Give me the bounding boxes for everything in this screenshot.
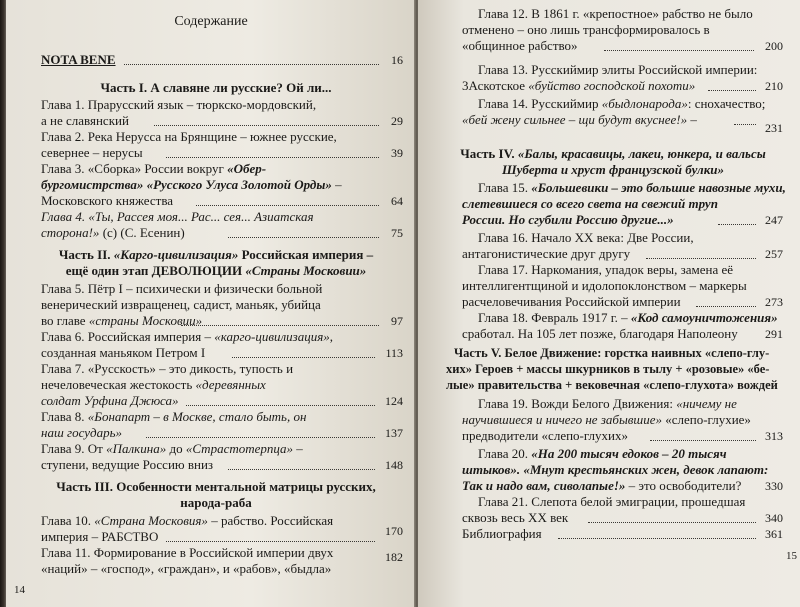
toc-text: Глава 15.: [478, 180, 532, 195]
toc-entry: [478, 180, 786, 195]
toc-text-emph: «карго-цивилизация»: [214, 329, 330, 344]
toc-text-emph: «На 200 тысяч едоков – 20 тысяч: [531, 446, 727, 461]
page-ref: 29: [391, 114, 403, 128]
page-ref: 247: [765, 213, 783, 227]
page-ref: 361: [765, 527, 783, 541]
page-ref: 330: [765, 479, 783, 493]
toc-text: : снохачество;: [687, 96, 766, 111]
toc-text-emph: «буйство господской похоти»: [528, 78, 696, 93]
page-ref: 39: [391, 146, 403, 160]
toc-text: Глава 3. «Сборка» России вокруг: [41, 161, 228, 176]
toc-text: Глава 19. Вожди Белого Движения:: [478, 396, 677, 411]
toc-text-emph: бургомистрства» «Русского Улуса Золотой Орды»: [41, 177, 332, 192]
part-heading-cont: [26, 263, 406, 278]
part-heading-cont: Шуберта и хруст французской булки»: [501, 162, 725, 177]
part-heading-emph: «Страны Московии»: [245, 263, 367, 278]
toc-entry-cont: [462, 412, 751, 427]
toc-entry: [41, 409, 306, 424]
toc-entry-cont: [41, 225, 185, 240]
page-ref: 75: [391, 226, 403, 240]
leader-dots: [196, 205, 379, 206]
leader-dots: [604, 50, 754, 51]
toc-text: Глава 9. От: [41, 441, 107, 456]
nota-bene-entry: NOTA BENE: [41, 52, 116, 67]
toc-text: Глава 18. Февраль 1917 г. –: [478, 310, 631, 325]
toc-text: Глава 8.: [41, 409, 88, 424]
toc-text: – это освободители?: [625, 478, 742, 493]
toc-text-emph: сторона!»: [41, 225, 100, 240]
toc-text: Глава 20.: [478, 446, 532, 461]
toc-entry: Глава 21. Слепота белой эмиграции, прошедшая: [478, 494, 746, 509]
toc-entry-cont: сквозь весь XX век: [462, 510, 569, 525]
toc-text-emph: «Бонапарт – в Москве, стало быть, он: [87, 409, 307, 424]
page-ref: 113: [385, 346, 403, 360]
toc-text-emph: «страны Московии»: [88, 313, 203, 328]
part-heading-text: ещё один этап ДЕВОЛЮЦИИ: [65, 263, 246, 278]
toc-text: –: [293, 441, 303, 456]
leader-dots: [166, 157, 379, 158]
toc-entry: Глава 16. Начало XX века: Две России,: [478, 230, 694, 245]
toc-entry-cont: предводители «слепо-глухих»: [462, 428, 628, 443]
toc-text-emph: штыков».: [462, 462, 521, 477]
leader-dots: [228, 469, 375, 470]
leader-dots: [650, 440, 756, 441]
toc-entry-cont: а не славянский: [41, 113, 129, 128]
leader-dots: [232, 357, 375, 358]
part-heading: [26, 247, 406, 262]
right-page: [418, 0, 800, 607]
toc-text-emph: «Страстотерпца»: [185, 441, 294, 456]
page-ref: 64: [391, 194, 403, 208]
toc-entry: Глава 12. В 1861 г. «крепостное» рабство не было: [478, 6, 753, 21]
toc-text: ,: [329, 329, 334, 344]
toc-text: 3Аскотское: [462, 78, 529, 93]
toc-entry-cont: венерический извращенец, садист, маньяк, убийца: [41, 297, 321, 312]
toc-text: до: [166, 441, 186, 456]
toc-entry-cont: солдат Урфина Джюса»: [41, 393, 179, 408]
toc-text-emph: «Страна Московия»: [94, 513, 208, 528]
toc-entry-cont: [41, 377, 266, 392]
toc-entry-cont: расчеловечивания Российской империи: [462, 294, 681, 309]
part-heading-emph: «Балы, красавицы, лакеи, юнкера, и вальсы: [517, 146, 766, 161]
leader-dots: [228, 237, 379, 238]
page-ref: 231: [765, 121, 783, 135]
leader-dots: [166, 541, 375, 542]
part-heading-cont: народа-раба: [180, 495, 252, 510]
leader-dots: [646, 258, 756, 259]
leader-dots: [696, 306, 756, 307]
toc-entry-cont: отменено – оно лишь трансформировалось в: [462, 22, 710, 37]
part-heading: Часть V. Белое Движение: горстка наивных «слепо-глу-: [454, 346, 770, 360]
toc-text-emph: Так и надо вам, сиволапые!»: [462, 478, 626, 493]
page-ref: 16: [391, 53, 403, 67]
page-ref: 170: [385, 524, 403, 538]
page-number: 15: [786, 550, 797, 562]
toc-entry-cont: «наций» – «господ», «граждан», и «рабов», «быдла»: [41, 561, 332, 576]
part-heading-cont: хих» Героев + массы шкурников в тылу + «розовые» «бе-: [446, 362, 770, 376]
toc-text: –: [687, 112, 697, 127]
toc-entry-cont: империя – РАБСТВО: [41, 529, 159, 544]
page-title: Содержание: [174, 14, 248, 29]
part-heading: [438, 146, 788, 161]
toc-entry: Глава 4. «Ты, Рассея моя... Рас... сея... Азиатская: [41, 209, 314, 224]
toc-entry-cont: [462, 78, 695, 93]
toc-entry-cont: России. Но сгубили Россию другие...»: [462, 212, 674, 227]
toc-entry: Глава 7. «Русскость» – это дикость, тупость и: [41, 361, 294, 376]
toc-entry: [478, 310, 778, 325]
toc-text: Глава 10.: [41, 513, 95, 528]
page-ref: 124: [385, 394, 403, 408]
page-ref: 200: [765, 39, 783, 53]
toc-entry-cont: антагонистические друг другу: [462, 246, 631, 261]
toc-entry: Глава 13. Русскиймир элиты Российской империи:: [478, 62, 758, 77]
toc-text: Глава 6. Российская империя –: [41, 329, 215, 344]
toc-text: –: [331, 177, 342, 192]
toc-entry: [41, 329, 333, 344]
leader-dots: [734, 124, 756, 125]
leader-dots: [718, 224, 756, 225]
page-ref: 273: [765, 295, 783, 309]
toc-entry: [41, 441, 303, 456]
toc-text-emph: «Мнут крестьянских жен, девок лапают:: [523, 462, 769, 477]
toc-entry-cont: [41, 177, 342, 192]
page-ref: 257: [765, 247, 783, 261]
toc-entry: [478, 396, 737, 411]
toc-entry-cont: слетевшиеся со всего света на свежий труп: [462, 196, 718, 211]
part-heading-cont: лые» правительства + вековечная «слепо-глухота» вождей: [446, 378, 778, 392]
toc-text-emph: «быдлонарода»: [601, 96, 688, 111]
toc-text: – рабство. Российская: [207, 513, 334, 528]
toc-entry: [41, 161, 266, 176]
toc-entry-cont: [462, 478, 741, 493]
leader-dots: [154, 125, 379, 126]
part-heading-emph: «Карго-цивилизация»: [113, 247, 239, 262]
toc-entry-cont: [41, 313, 202, 328]
page-number: 14: [14, 584, 25, 596]
toc-entry-cont: «общинное рабство»: [462, 38, 578, 53]
toc-text-emph: научившиеся и ничего не забывшие»: [462, 412, 662, 427]
leader-dots: [181, 325, 379, 326]
toc-text-emph: «деревянных: [195, 377, 266, 392]
page-ref: 313: [765, 429, 783, 443]
toc-text: «слепо-глухие»: [661, 412, 751, 427]
leader-dots: [146, 437, 375, 438]
leader-dots: [186, 405, 375, 406]
toc-entry: Библиография: [462, 526, 542, 541]
toc-text-emph: «Обер-: [227, 161, 267, 176]
toc-text-emph: «ничему не: [676, 396, 737, 411]
left-page: [6, 0, 416, 607]
toc-entry-cont: Московского княжества: [41, 193, 174, 208]
toc-entry-cont: сработал. На 105 лет позже, благодаря Наполеону: [462, 326, 738, 341]
page-ref: 340: [765, 511, 783, 525]
toc-entry: Глава 1. Прарусский язык – тюркско-мордовский,: [41, 97, 317, 112]
toc-text-emph: «бей жену сильнее – щи будут вкуснее!»: [462, 112, 688, 127]
toc-entry-cont: интеллигентщиной и идолопоклонством – маркеры: [462, 278, 747, 293]
toc-text: во главе: [41, 313, 89, 328]
toc-text-emph: «Код самоуничтожения»: [630, 310, 778, 325]
page-ref: 97: [391, 314, 403, 328]
toc-entry-cont: [462, 462, 768, 477]
toc-text: Глава 14. Русскиймир: [478, 96, 602, 111]
leader-dots: [588, 522, 756, 523]
page-ref: 291: [765, 327, 783, 341]
page-ref: 210: [765, 79, 783, 93]
part-heading-text: Российская империя –: [238, 247, 374, 262]
toc-entry-cont: севернее – нерусы: [41, 145, 143, 160]
part-heading-text: Часть II.: [58, 247, 114, 262]
leader-dots: [558, 538, 756, 539]
toc-entry: Глава 2. Река Нерусса на Брянщине – южнее русские,: [41, 129, 337, 144]
page-ref: 148: [385, 458, 403, 472]
part-heading: Часть III. Особенности ментальной матрицы русских,: [56, 479, 376, 494]
part-heading-text: Часть IV.: [460, 146, 518, 161]
toc-text-emph: «Большевики – это большие навозные мухи,: [531, 180, 786, 195]
page-ref: 182: [385, 550, 403, 564]
page-ref: 137: [385, 426, 403, 440]
toc-text: нечеловеческая жестокость: [41, 377, 196, 392]
toc-entry: [478, 446, 727, 461]
toc-entry-cont: [462, 112, 697, 127]
leader-dots: [124, 64, 379, 65]
toc-entry: Глава 5. Пётр I – психически и физически больной: [41, 281, 323, 296]
toc-entry: Глава 11. Формирование в Российской империи двух: [41, 545, 334, 560]
toc-entry-cont: ступени, ведущие Россию вниз: [41, 457, 214, 472]
toc-text-emph: «Палкина»: [106, 441, 167, 456]
toc-entry-cont: наш государь»: [41, 425, 122, 440]
toc-entry-cont: созданная маньяком Петром I: [41, 345, 206, 360]
toc-entry: [478, 96, 765, 111]
part-heading: Часть I. А славяне ли русские? Ой ли...: [100, 80, 332, 95]
toc-text: (с) (С. Есенин): [99, 225, 185, 240]
toc-entry: [41, 513, 333, 528]
leader-dots: [708, 90, 756, 91]
toc-entry: Глава 17. Наркомания, упадок веры, замена её: [478, 262, 734, 277]
